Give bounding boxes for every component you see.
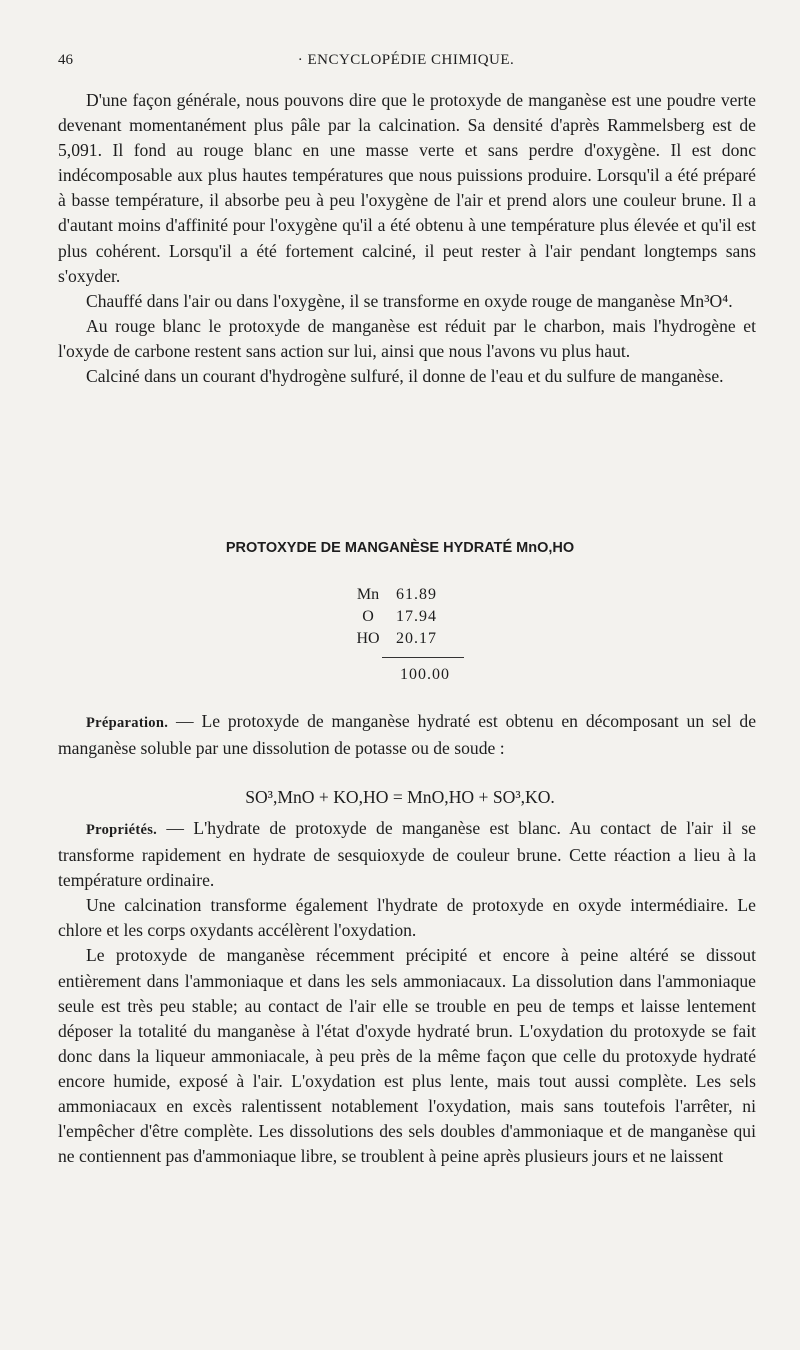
paragraph: Une calcination transforme également l'hydrate de protoxyde en oxyde intermédiaire. Le chlore et les corps oxydants accélèrent l'oxydation. xyxy=(58,895,756,941)
element-symbol: Mn xyxy=(356,586,380,603)
properties-section xyxy=(58,816,756,1169)
element-symbol: HO xyxy=(356,630,380,647)
composition-row xyxy=(0,608,800,630)
preparation-section xyxy=(58,709,756,761)
element-percentage: 20.17 xyxy=(396,630,437,647)
composition-title: PROTOXYDE DE MANGANÈSE HYDRATÉ MnO,HO xyxy=(225,540,575,556)
properties-text: — L'hydrate de protoxyde de manganèse est blanc. Au contact de l'air il se transforme rapidement en hydrate de sesquioxyde de couleur brune. Cette réaction a lieu à la température ordinaire. xyxy=(58,818,756,891)
composition-total: 100.00 xyxy=(400,666,450,683)
composition-row xyxy=(0,586,800,608)
paragraph: Chauffé dans l'air ou dans l'oxygène, il se transforme en oxyde rouge de manganèse Mn³O⁴. xyxy=(86,290,733,311)
paragraph: D'une façon générale, nous pouvons dire que le protoxyde de manganèse est une poudre verte devenant momentanément plus pâle par la calcination. Sa densité d'après Rammelsberg est de 5,091. Il fond au rouge blanc en une masse verte et sans perdre d'oxygène. Il est donc indécomposable aux plus hautes températures que nous puissions produire. Lorsqu'il a été préparé à basse température, il absorbe peu à peu l'oxygène de l'air et prend alors une couleur brune. Il a d'autant moins d'affinité pour l'oxygène qu'il a été obtenu à une température plus élevée et qu'il est plus cohérent. Lorsqu'il a été fortement calciné, il peut rester à l'air pendant longtemps sans s'oxyder. xyxy=(58,90,756,286)
chemical-equation: SO³,MnO + KO,HO = MnO,HO + SO³,KO. xyxy=(245,787,555,807)
properties-label: Propriétés. xyxy=(86,822,158,838)
paragraph: Calciné dans un courant d'hydrogène sulfuré, il donne de l'eau et du sulfure de manganèse. xyxy=(86,366,724,387)
element-symbol: O xyxy=(362,608,374,625)
paragraph: Le protoxyde de manganèse récemment précipité et encore à peine altéré se dissout entièrement dans l'ammoniaque et dans les sels ammoniacaux. La dissolution dans l'ammoniaque seule est très peu stable; au contact de l'air elle se trouble en peu de temps et laisse lentement déposer la totalité du manganèse à l'état d'oxyde hydraté brun. L'oxydation du protoxyde se fait donc dans la liqueur ammoniacale, à peu près de la même façon que celle du protoxyde hydraté encore humide, exposé à l'air. L'oxydation est plus lente, mais tout aussi complète. Les sels ammoniacaux en excès ralentissent notablement l'oxydation, mais sans toutefois l'arrêter, ni l'empêcher d'être complète. Les dissolutions des sels doubles d'ammoniaque et de manganèse qui ne contiennent pas d'ammoniaque libre, se troublent à peine après plusieurs jours et ne laissent xyxy=(58,945,756,1167)
composition-table xyxy=(0,586,800,652)
running-title: · ENCYCLOPÉDIE CHIMIQUE. xyxy=(297,52,515,68)
page-number: 46 xyxy=(58,52,73,68)
composition-row xyxy=(0,630,800,652)
element-percentage: 61.89 xyxy=(396,586,437,603)
sum-rule xyxy=(382,657,464,658)
page-header xyxy=(58,52,754,78)
element-percentage: 17.94 xyxy=(396,608,437,625)
paragraph: Au rouge blanc le protoxyde de manganèse est réduit par le charbon, mais l'hydrogène et l'oxyde de carbone restent sans action sur lui, ainsi que nous l'avons vu plus haut. xyxy=(58,315,756,361)
intro-text-block xyxy=(58,88,756,389)
preparation-label: Préparation. xyxy=(86,715,169,731)
preparation-text: — Le protoxyde de manganèse hydraté est obtenu en décomposant un sel de manganèse soluble par une dissolution de potasse ou de soude : xyxy=(58,711,756,759)
